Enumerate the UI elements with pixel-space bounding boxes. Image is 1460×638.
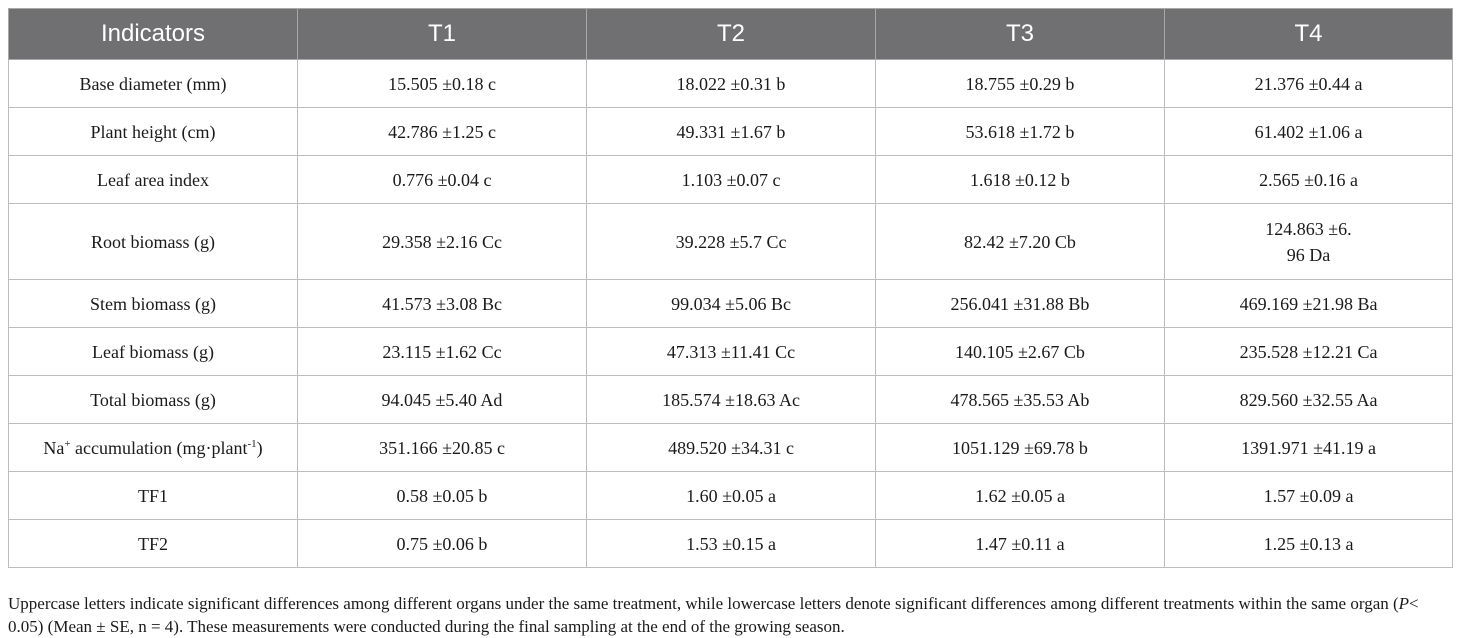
table-row xyxy=(9,280,1453,328)
t4-cell: 1.57 ±0.09 a xyxy=(1165,472,1453,520)
t4-cell xyxy=(1165,204,1453,280)
table-footnote xyxy=(8,592,1452,638)
t1-cell: 0.75 ±0.06 b xyxy=(298,520,587,568)
t2-cell: 185.574 ±18.63 Ac xyxy=(587,376,876,424)
t2-cell: 49.331 ±1.67 b xyxy=(587,108,876,156)
t4-cell: 2.565 ±0.16 a xyxy=(1165,156,1453,204)
indicator-cell: Total biomass (g) xyxy=(9,376,298,424)
t3-cell: 1.618 ±0.12 b xyxy=(876,156,1165,204)
t2-cell: 1.53 ±0.15 a xyxy=(587,520,876,568)
t1-cell: 0.776 ±0.04 c xyxy=(298,156,587,204)
indicator-cell: Plant height (cm) xyxy=(9,108,298,156)
t3-cell: 1051.129 ±69.78 b xyxy=(876,424,1165,472)
footnote-part1: Uppercase letters indicate significant differences among different organs under the same treatment, while lowercase letters denote significant differences among different treatments within the same organ ( xyxy=(8,594,1399,613)
t1-cell: 15.505 ±0.18 c xyxy=(298,60,587,108)
indicator-cell: Stem biomass (g) xyxy=(9,280,298,328)
t2-cell: 39.228 ±5.7 Cc xyxy=(587,204,876,280)
table-row xyxy=(9,108,1453,156)
t4-cell: 61.402 ±1.06 a xyxy=(1165,108,1453,156)
table-row xyxy=(9,472,1453,520)
table-body xyxy=(9,60,1453,568)
indicator-cell: TF1 xyxy=(9,472,298,520)
t3-cell: 18.755 ±0.29 b xyxy=(876,60,1165,108)
header-row xyxy=(9,9,1453,60)
t3-cell: 82.42 ±7.20 Cb xyxy=(876,204,1165,280)
t4-cell: 235.528 ±12.21 Ca xyxy=(1165,328,1453,376)
t3-cell: 140.105 ±2.67 Cb xyxy=(876,328,1165,376)
t2-cell: 47.313 ±11.41 Cc xyxy=(587,328,876,376)
t2-cell: 1.60 ±0.05 a xyxy=(587,472,876,520)
indicator-sup-plus: + xyxy=(64,437,71,450)
t3-cell: 1.62 ±0.05 a xyxy=(876,472,1165,520)
indicator-cell: Root biomass (g) xyxy=(9,204,298,280)
t2-cell: 99.034 ±5.06 Bc xyxy=(587,280,876,328)
header-t1: T1 xyxy=(298,9,587,60)
t1-cell: 0.58 ±0.05 b xyxy=(298,472,587,520)
table-row xyxy=(9,60,1453,108)
t1-cell: 29.358 ±2.16 Cc xyxy=(298,204,587,280)
t1-cell: 41.573 ±3.08 Bc xyxy=(298,280,587,328)
table-row xyxy=(9,328,1453,376)
indicator-na: Na xyxy=(43,437,65,458)
t1-cell: 94.045 ±5.40 Ad xyxy=(298,376,587,424)
t4-cell: 1391.971 ±41.19 a xyxy=(1165,424,1453,472)
t3-cell: 256.041 ±31.88 Bb xyxy=(876,280,1165,328)
table-row xyxy=(9,376,1453,424)
header-t3: T3 xyxy=(876,9,1165,60)
t1-cell: 23.115 ±1.62 Cc xyxy=(298,328,587,376)
indicator-mid: accumulation (mg·plant xyxy=(70,437,248,458)
results-table xyxy=(8,8,1453,568)
footnote-p-symbol: P xyxy=(1398,594,1410,613)
t3-cell: 53.618 ±1.72 b xyxy=(876,108,1165,156)
t4-cell: 21.376 ±0.44 a xyxy=(1165,60,1453,108)
table-row xyxy=(9,424,1453,472)
footnote-part2: < 0.05) (Mean ± SE, n = 4). These measurements were conducted during the final sampling at the end of the growing season. xyxy=(8,594,1419,636)
indicator-cell: Leaf area index xyxy=(9,156,298,204)
t4-cell: 829.560 ±32.55 Aa xyxy=(1165,376,1453,424)
table-row xyxy=(9,156,1453,204)
t4-cell-line1: 124.863 ±6. xyxy=(1265,218,1352,239)
indicator-sup-minus-one: -1 xyxy=(247,437,257,450)
header-t2: T2 xyxy=(587,9,876,60)
header-indicators: Indicators xyxy=(9,9,298,60)
t4-cell: 469.169 ±21.98 Ba xyxy=(1165,280,1453,328)
t1-cell: 351.166 ±20.85 c xyxy=(298,424,587,472)
t1-cell: 42.786 ±1.25 c xyxy=(298,108,587,156)
t3-cell: 478.565 ±35.53 Ab xyxy=(876,376,1165,424)
indicator-cell: Leaf biomass (g) xyxy=(9,328,298,376)
t4-cell-line2: 96 Da xyxy=(1286,244,1331,265)
t3-cell: 1.47 ±0.11 a xyxy=(876,520,1165,568)
t4-cell: 1.25 ±0.13 a xyxy=(1165,520,1453,568)
table-header xyxy=(9,9,1453,60)
indicator-cell: Base diameter (mm) xyxy=(9,60,298,108)
table-row xyxy=(9,204,1453,280)
indicator-cell: TF2 xyxy=(9,520,298,568)
header-t4: T4 xyxy=(1165,9,1453,60)
t2-cell: 1.103 ±0.07 c xyxy=(587,156,876,204)
table-row xyxy=(9,520,1453,568)
indicator-close: ) xyxy=(256,437,263,458)
indicator-cell xyxy=(9,424,298,472)
t2-cell: 18.022 ±0.31 b xyxy=(587,60,876,108)
t2-cell: 489.520 ±34.31 c xyxy=(587,424,876,472)
